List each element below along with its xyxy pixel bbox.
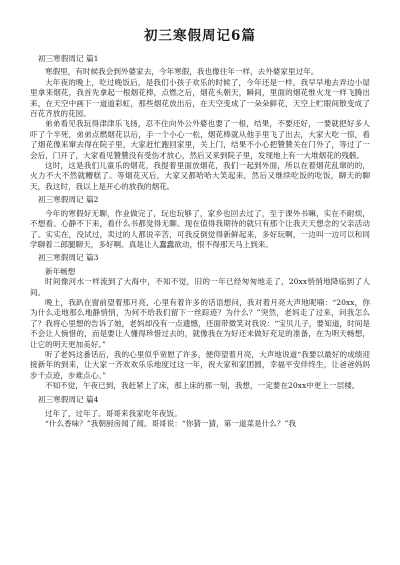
paragraph: 新年畅想 xyxy=(45,266,76,276)
paragraph: 弟弟看见我玩得津津乐飞扬，忍不住向外公外婆也要了一根，结果，不要还好，一要就把好多人吓了个半死，弟弟点燃烟花以后，手一个小心一松，烟花棒就从他手里飞了出去，大家大吃一惊，看了烟花像来窜去得在院子里，大家赶忙跑回家里，关上门，结果不小心把贊贊关在门外了，等过了一会后，门开了，大家看见贊贊没有受伤才放心，然后又来到院子里，发现地上有一大堆烟花的残骸。 xyxy=(30,119,370,160)
paragraph: “什么香味？”我朝厨房闻了闻。哥哥说：“你猜一猜，第一道菜是什么？”我 xyxy=(45,419,296,429)
paragraph: 不知不觉，午夜已到，我赶紧上了床，那上床的那一刻，我想，一定要在20xx中更上一层楼。 xyxy=(45,381,360,391)
paragraph: 过年了，过年了。哥哥来我家吃年夜饭。 xyxy=(45,409,182,418)
section-heading: 初三寒假周记 篇4 xyxy=(38,394,99,404)
paragraph: 这时，这是我们儿童乐的烟花，我提着里面放烟花，我们一起到外面，所以在着烟花乱窜的的，火力不大不然就糟糕了。等烟花灭后，大家又都哈哈大笑起来，然后又继续吃饭的吃饭，聊天的聊天，我这时，我以上是开心的放我的烟花。 xyxy=(30,161,370,191)
document-title: 初三寒假周记6篇 xyxy=(144,28,256,44)
paragraph: 寒假里，有时候我会到外婆家去，今年寒假，我也像往年一样，去外婆家里过年。 xyxy=(45,67,319,77)
paragraph: 大年夜的晚上，吃过晚饭后，是我们小孩子欢乐的时候了，今年还是一样，我早早地去弄边小屋里拿来烟花，我首先拿起一根烟花棒，点燃之后，烟花头朝天，瞬间，里面的烟花惟火龙一样飞腾出来，在天空中画下一道道彩虹，那些烟花放出后，在天空变成了一朵朵鲜花，天空上贮眼间散变成了百花齐放的花园。 xyxy=(30,77,370,119)
paragraph: 晚上，我趴在窗前望着那月亮，心里有着许多的话语想问，我对着月亮大声地呢喃：“20xx，你为什么走地那么地静悄悄，为何不给我们留下一丝踪迹？为什么？”突然，老妈走了过来，问我怎么了？我将心里想的告诉了她，老妈却没有一点遗憾，还面带微笑对我说：“宝贝儿子，要知道，时间是不会让人惋惜的，而是要让人懂得珍惜过去的，就像我在为好还未做好充足的准备，在为明天畅想，让它的明天更加美好。” xyxy=(30,297,370,349)
section-heading: 初三寒假周记 篇2 xyxy=(38,195,99,205)
paragraph: 听了老妈这番话后，我的心里似乎宽慰了许多，便仰望着月亮，大声地说道“我要以最好的成绩迎接新年的到来，让大家一齐欢欢乐乐地度过这一年，祝大家和家团圆，幸福平安伴终生，让爸爸妈妈步千点迹，步难点心。” xyxy=(30,349,370,380)
section-heading: 初三寒假周记 篇3 xyxy=(38,253,99,263)
paragraph: 今年的寒假好无聊，作业做完了，玩也玩够了，家乡也回去过了，至于课外书嘛，实在不耐烦，不想看。心静不下来，看什么书都觉得无聊。现在值得我期待的就只有那个让我天天想念的父亲活动了。实实在，没试过，卖过的人都说辛苦，可我反倒觉得新鲜起来，多好玩啊，一边叫一边可以和同学聊着二郎腿聊天，多好啊。真是让人蠢蠢欲动，恨不得那天马上到来。 xyxy=(30,208,370,249)
section-heading: 初三寒假周记 篇1 xyxy=(38,54,99,63)
paragraph: 时间像河水一样流到了大海中，不知不觉，旧的一年已经匆匆地走了，20xx悄悄地降临到了人间。 xyxy=(30,277,370,297)
